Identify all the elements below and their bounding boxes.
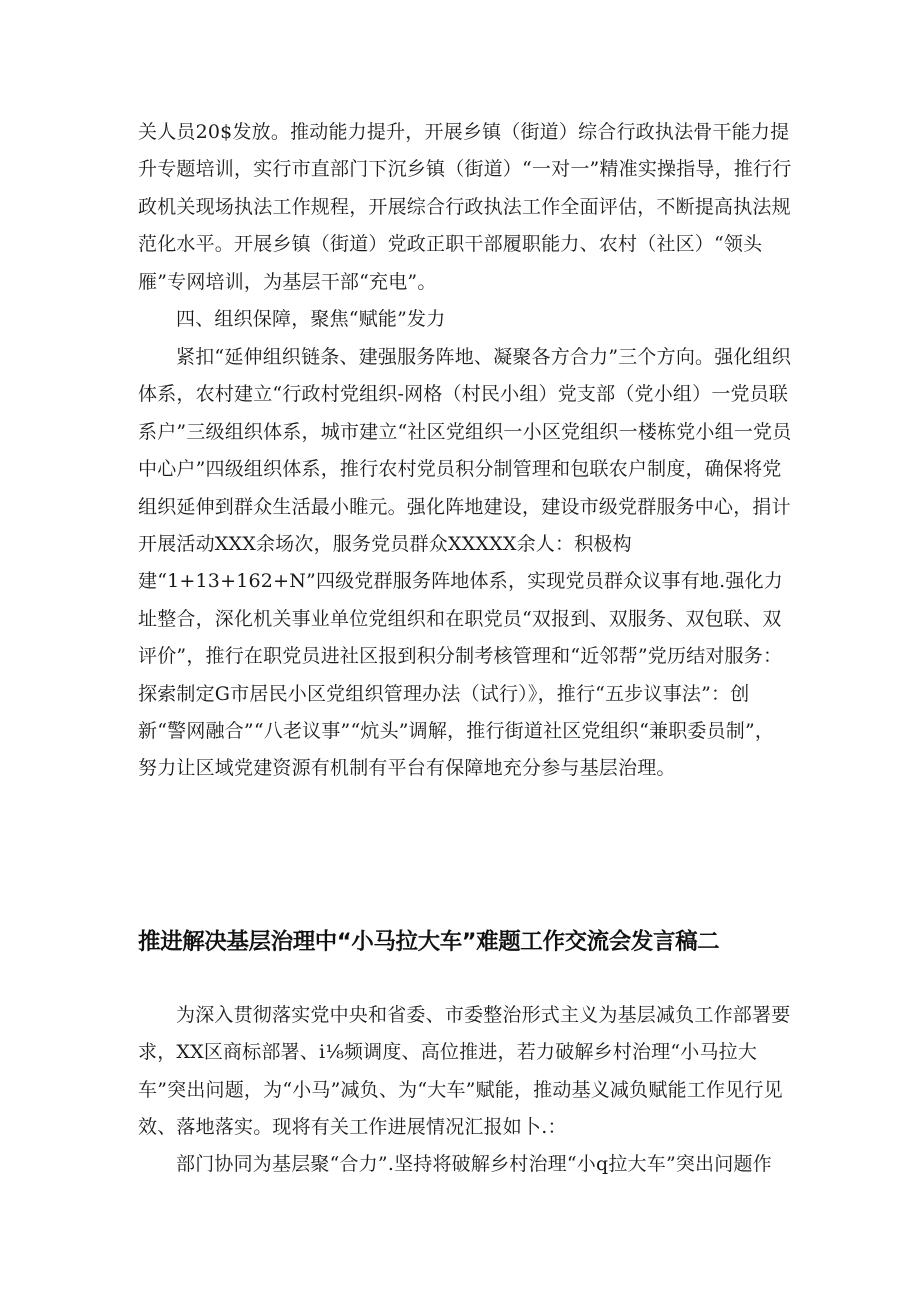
document-title: 推进解决基层治理中“小马拉大车”难题工作交流会发言稿二 <box>138 929 720 955</box>
paragraph-organization: 紧扣“延伸组织链条、建强服务阵地、凝聚各方合力”三个方向。强化组织体系，农村建立“行政村党组织-网格（村民小组）党支部（党小组）一党员联系户”三级组织体系，城市建立“社区党组织一小区党组织一楼栋党小组一党员中心户”四级组织体系，推行农村党员积分制管理和包联农户制度，确保将党组织延伸到群众生活最小睢元。强化阵地建设，建设市级党群服务中心，捐计开展活动XXX余场次，服务党员群众XXXXX余人：积极构建“1+13+162+N”四级党群服务阵地体系，实现党员群众议事有地.强化力址整合，深化机关事业单位党组织和在职党员“双报到、双服务、双包联、双评价”，推行在职党员进社区报到积分制考核管理和“近邻帮”党历结对服务：探索制定G市居民小区党组织管理办法（试行）》，推行“五步议事法”：创新“警网融合”“八老议事”“炕头”调解，推行街道社区党组织“兼职委员制”，努力让区域党建资源有机制有平台有保障地充分参与基层治理。 <box>138 346 792 780</box>
paragraph-department: 部门协同为基层聚“合力”.坚持将破解乡村治理“小q拉大车”突出问题作 <box>176 1153 772 1175</box>
paragraph-capacity: 关人员20$发放。推动能力提升，开展乡镇（街道）综合行政执法骨干能力提升专题培训，实行市直部门下沉乡镇（街道）“一对一”精准实操指导，推行行政机关现场执法工作规程，开展综合行政执法工作全面评估，不断提高执法规范化水平。开展乡镇（街道）党政正职干部履职能力、农村（社区）“领头雁”专网培训，为基层干部“充电”。 <box>138 121 792 293</box>
section-heading-organization: 四、组织保障，聚焦“赋能”发力 <box>176 308 446 330</box>
paragraph-intro: 为深入贯彻落实党中央和省委、市委整治形式主义为基层减负工作部署要求，XX区商标部署、i⅛频调度、高位推进，若力破解乡村治理“小马拉大车”突出问题，为“小马”减负、为“大车”赋能，推动基义减负赋能工作见行见效、落地落实。现将有关工作进展情况汇报如卜.： <box>138 1004 791 1139</box>
